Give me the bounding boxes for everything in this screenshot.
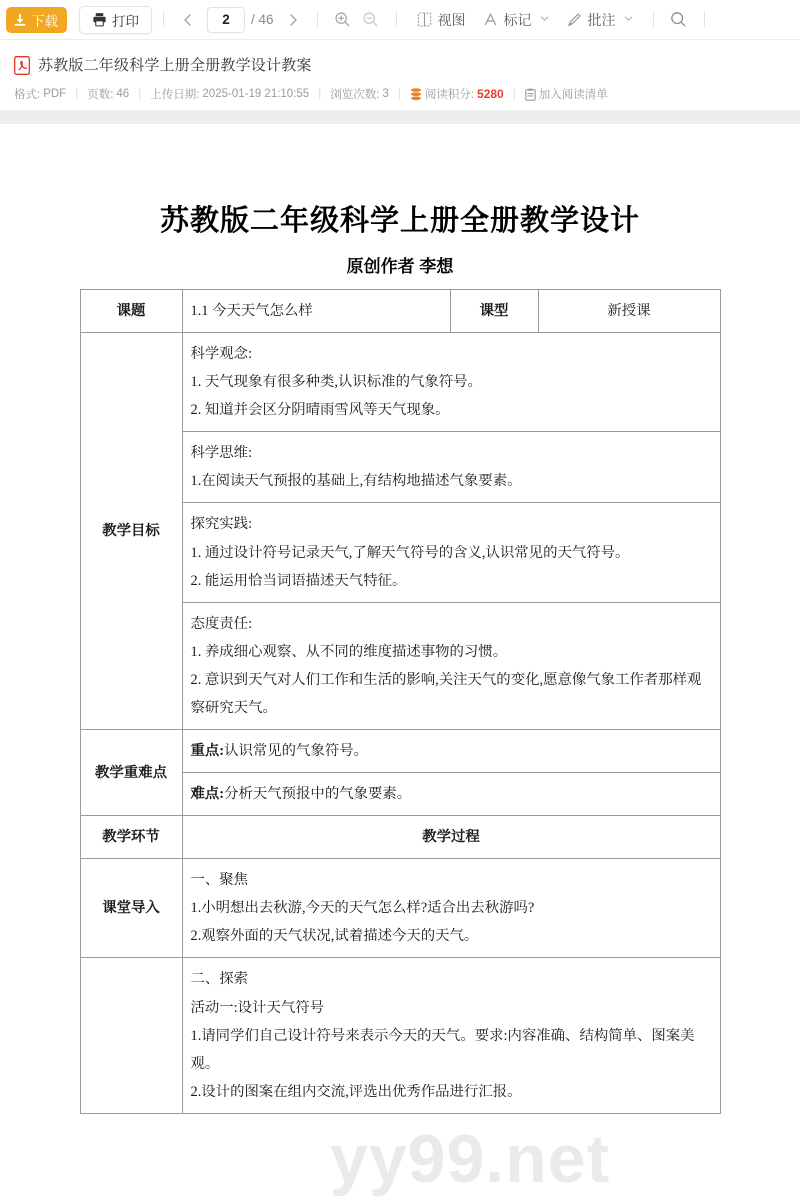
download-label: 下载 bbox=[31, 13, 58, 29]
table-row-objectives-1 bbox=[80, 333, 720, 432]
credits-value: 5280 bbox=[477, 87, 504, 101]
page-number-input[interactable]: 2 bbox=[207, 7, 245, 33]
credits-label: 阅读积分: bbox=[424, 89, 475, 101]
explore-line4: 2.设计的图案在组内交流,评选出优秀作品进行汇报。 bbox=[190, 1083, 522, 1100]
pdf-viewer[interactable] bbox=[0, 124, 800, 1197]
meta-divider-3: | bbox=[318, 88, 322, 100]
document-title-row bbox=[14, 54, 786, 75]
add-to-reading-list-label: 加入阅读清单 bbox=[538, 89, 608, 101]
document-subheading: 原创作者 李想 bbox=[346, 257, 454, 276]
meta-divider-1: | bbox=[75, 88, 79, 100]
table-row-intro bbox=[80, 859, 720, 958]
table-row-explore bbox=[80, 958, 720, 1113]
obj4-head: 态度责任: bbox=[190, 615, 253, 632]
obj4-line2: 2. 意识到天气对人们工作和生活的影响,关注天气的变化,愿意像气象工作者那样观察研究天气。 bbox=[190, 671, 702, 716]
explore-label bbox=[80, 958, 182, 1113]
clipboard-icon bbox=[525, 88, 536, 101]
meta-format bbox=[14, 86, 66, 102]
toolbar-divider-3 bbox=[396, 12, 397, 27]
view-label: 视图 bbox=[437, 11, 466, 28]
chevron-down-icon bbox=[539, 13, 550, 27]
print-button[interactable] bbox=[79, 6, 152, 34]
explore-line2: 活动一:设计天气符号 bbox=[190, 999, 325, 1016]
lesson-type-value: 新授课 bbox=[538, 290, 720, 333]
chevron-down-icon-2 bbox=[623, 13, 634, 27]
obj3-line2: 2. 能运用恰当词语描述天气特征。 bbox=[190, 572, 407, 589]
print-label: 打印 bbox=[112, 13, 139, 29]
upload-label: 上传日期: bbox=[150, 89, 200, 101]
objectives-cell-4 bbox=[182, 602, 720, 729]
search-icon[interactable] bbox=[665, 6, 693, 34]
pages-value: 46 bbox=[116, 88, 130, 100]
table-row-keypoint bbox=[80, 730, 720, 773]
format-label: 格式: bbox=[14, 89, 41, 101]
obj2-head: 科学思维: bbox=[190, 445, 253, 462]
objectives-cell-3 bbox=[182, 503, 720, 602]
keypoints-label: 教学重难点 bbox=[80, 730, 182, 816]
meta-pages bbox=[87, 86, 129, 102]
pdf-page-sheet bbox=[0, 124, 800, 1197]
download-button[interactable] bbox=[6, 7, 67, 33]
add-to-reading-list-button[interactable] bbox=[525, 86, 608, 102]
coins-icon bbox=[410, 88, 422, 101]
topic-label: 课题 bbox=[80, 290, 182, 333]
difficulty-lead: 难点: bbox=[190, 786, 225, 803]
objectives-cell-1 bbox=[182, 333, 720, 432]
objectives-cell-2 bbox=[182, 432, 720, 503]
obj3-line1: 1. 通过设计符号记录天气,了解天气符号的含义,认识常见的天气符号。 bbox=[190, 544, 630, 561]
table-row-topic bbox=[80, 290, 720, 333]
upload-value: 2025-01-19 21:10:55 bbox=[202, 88, 310, 100]
views-label: 浏览次数: bbox=[330, 89, 380, 101]
views-value: 3 bbox=[382, 88, 389, 100]
meta-divider-4: | bbox=[397, 88, 401, 100]
document-meta-row bbox=[14, 86, 786, 102]
explore-cell bbox=[182, 958, 720, 1113]
obj1-line1: 1. 天气现象有很多种类,认识标准的气象符号。 bbox=[190, 374, 482, 391]
difficulty-text: 分析天气预报中的气象要素。 bbox=[224, 786, 412, 803]
intro-cell bbox=[182, 859, 720, 958]
pen-icon bbox=[566, 11, 583, 28]
page-navigation bbox=[175, 7, 306, 33]
toolbar-divider-4 bbox=[653, 12, 654, 27]
stage-label: 教学环节 bbox=[80, 816, 182, 859]
view-menu-button[interactable] bbox=[412, 6, 470, 34]
meta-upload-date bbox=[150, 86, 309, 102]
format-value: PDF bbox=[43, 88, 67, 100]
printer-icon bbox=[92, 12, 107, 27]
meta-divider-5: | bbox=[512, 88, 516, 100]
lesson-plan-table bbox=[80, 289, 721, 1114]
meta-views bbox=[330, 86, 389, 102]
lesson-type-label: 课型 bbox=[450, 290, 538, 333]
explore-line1: 二、探索 bbox=[190, 971, 249, 988]
obj2-line1: 1.在阅读天气预报的基础上,有结构地描述气象要素。 bbox=[190, 473, 522, 490]
topic-value: 1.1 今天天气怎么样 bbox=[182, 290, 450, 333]
document-info-panel bbox=[0, 40, 800, 110]
toolbar-divider-1 bbox=[163, 12, 164, 27]
mark-menu-button[interactable] bbox=[478, 6, 554, 34]
page-title: 苏教版二年级科学上册全册教学设计教案 bbox=[38, 57, 312, 74]
explore-line3: 1.请同学们自己设计符号来表示今天的天气。要求:内容准确、结构简单、图案美观。 bbox=[190, 1027, 695, 1072]
text-mark-icon bbox=[482, 11, 499, 28]
obj1-line2: 2. 知道并会区分阴晴雨雪风等天气现象。 bbox=[190, 402, 450, 419]
pages-label: 页数: bbox=[87, 89, 114, 101]
mark-label: 标记 bbox=[503, 11, 532, 28]
obj4-line1: 1. 养成细心观察、从不同的维度描述事物的习惯。 bbox=[190, 643, 508, 660]
intro-line1: 一、聚焦 bbox=[190, 872, 249, 889]
download-icon bbox=[13, 13, 27, 27]
meta-divider-2: | bbox=[138, 88, 142, 100]
zoom-out-icon[interactable] bbox=[357, 6, 385, 34]
prev-page-button[interactable] bbox=[175, 7, 201, 33]
intro-line3: 2.观察外面的天气状况,试着描述今天的天气。 bbox=[190, 928, 479, 945]
keypoint-cell bbox=[182, 730, 720, 773]
keypoint-text: 认识常见的气象符号。 bbox=[224, 743, 368, 760]
process-label: 教学过程 bbox=[182, 816, 720, 859]
annotate-label: 批注 bbox=[587, 11, 616, 28]
table-row-stage-header bbox=[80, 816, 720, 859]
document-heading: 苏教版二年级科学上册全册教学设计 bbox=[159, 205, 640, 237]
pdf-file-icon bbox=[14, 56, 30, 74]
viewer-toolbar bbox=[0, 0, 800, 40]
toolbar-divider-2 bbox=[317, 12, 318, 27]
next-page-button[interactable] bbox=[280, 7, 306, 33]
annotate-menu-button[interactable] bbox=[562, 6, 638, 34]
obj1-head: 科学观念: bbox=[190, 346, 253, 363]
objectives-label: 教学目标 bbox=[80, 333, 182, 730]
page-total-label: / 46 bbox=[251, 12, 274, 27]
view-icon bbox=[416, 11, 433, 28]
meta-credits bbox=[410, 86, 504, 102]
section-divider-band bbox=[0, 110, 800, 124]
keypoint-lead: 重点: bbox=[190, 743, 225, 760]
obj3-head: 探究实践: bbox=[190, 516, 253, 533]
toolbar-divider-5 bbox=[704, 12, 705, 27]
intro-label: 课堂导入 bbox=[80, 859, 182, 958]
difficulty-cell bbox=[182, 773, 720, 816]
watermark: yy99.net bbox=[330, 1121, 611, 1197]
zoom-in-icon[interactable] bbox=[329, 6, 357, 34]
intro-line2: 1.小明想出去秋游,今天的天气怎么样?适合出去秋游吗? bbox=[190, 900, 535, 917]
